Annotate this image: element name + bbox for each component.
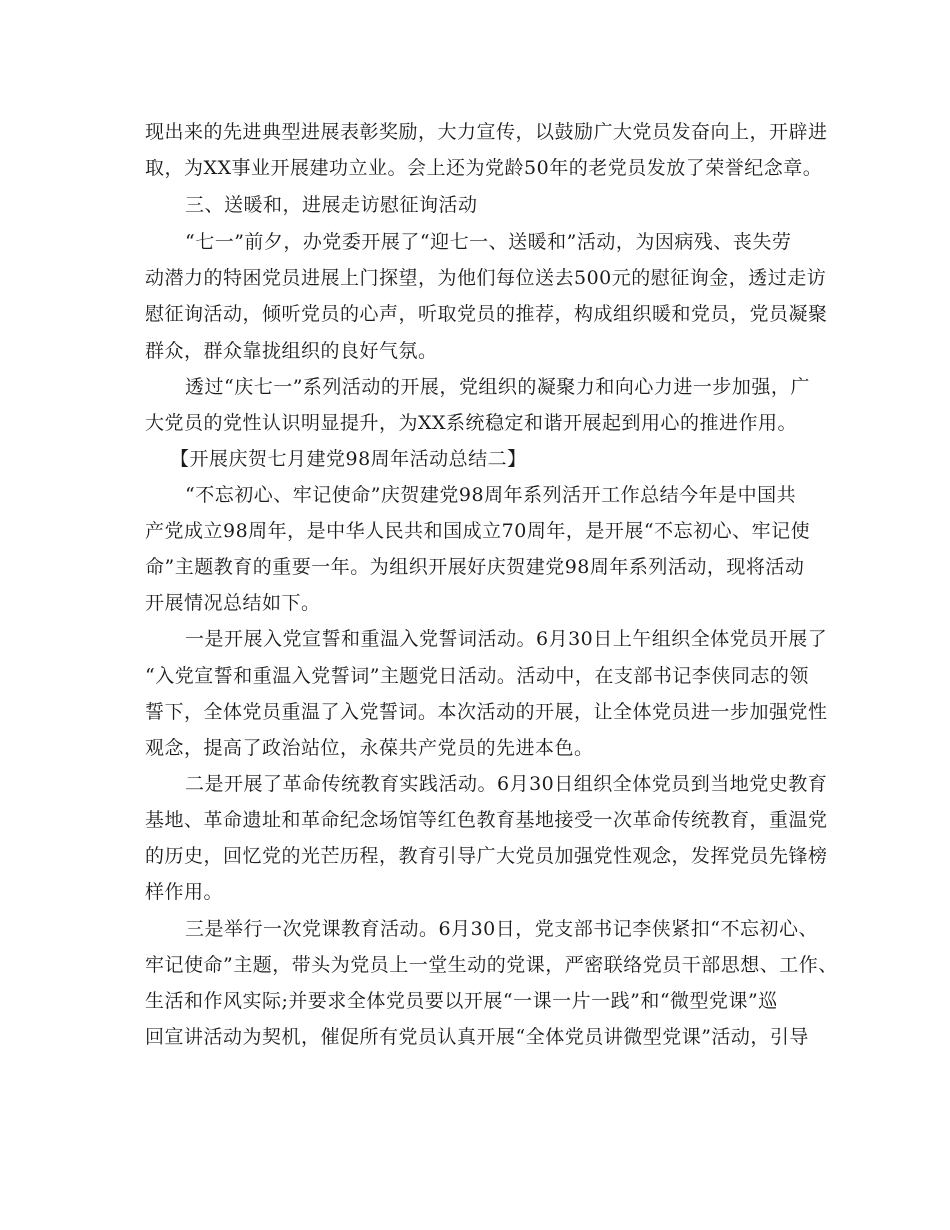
text-line: “入党宣誓和重温入党誓词”主题党日活动。活动中，在支部书记李侠同志的领	[145, 665, 809, 687]
text-line: 开展情况总结如下。	[145, 592, 321, 614]
text-line: 现出来的先进典型进展表彰奖励，大力宣传，以鼓励广大党员发奋向上，开辟进	[145, 121, 828, 143]
text-line: 基地、革命遗址和革命纪念场馆等红色教育基地接受一次革命传统教育，重温党	[145, 809, 828, 831]
section-heading: 三、送暖和，进展走访慰征询活动	[185, 194, 478, 216]
text-line: 取，为XX事业开展建功立业。会上还为党龄50年的老党员发放了荣誉纪念章。	[145, 157, 823, 179]
text-line: 命”主题教育的重要一年。为组织开展好庆贺建党98周年系列活动，现将活动	[145, 556, 805, 578]
text-line: 回宣讲活动为契机，催促所有党员认真开展“全体党员讲微型党课”活动，引导	[145, 1026, 809, 1048]
text-line: 牢记使命”主题，带头为党员上一堂生动的党课，严密联络党员干部思想、工作、	[145, 954, 838, 976]
text-line: 三是举行一次党课教育活动。6月30日，党支部书记李侠紧扣“不忘初心、	[185, 918, 818, 940]
text-line: 的历史，回忆党的光芒历程，教育引导广大党员加强党性观念，发挥党员先锋榜	[145, 845, 828, 867]
text-line: 誓下，全体党员重温了入党誓词。本次活动的开展，让全体党员进一步加强党性	[145, 701, 828, 723]
text-line: 透过“庆七一”系列活动的开展，党组织的凝聚力和向心力进一步加强，广	[185, 376, 810, 398]
text-line: “不忘初心、牢记使命”庆贺建党98周年系列活开工作总结今年是中国共	[185, 484, 797, 506]
text-line: 观念，提高了政治站位，永葆共产党员的先进本色。	[145, 737, 594, 759]
text-line: “七一”前夕，办党委开展了“迎七一、送暖和”活动，为因病残、丧失劳	[185, 231, 792, 253]
text-line: 动潜力的特困党员进展上门探望，为他们每位送去500元的慰征询金，透过走访	[145, 267, 827, 289]
text-line: 一是开展入党宣誓和重温入党誓词活动。6月30日上午组织全体党员开展了	[185, 628, 828, 650]
text-line: 群众，群众靠拢组织的良好气氛。	[145, 340, 438, 362]
text-line: 二是开展了革命传统教育实践活动。6月30日组织全体党员到当地党史教育	[185, 773, 828, 795]
text-line: 样作用。	[145, 881, 224, 903]
text-line: 慰征询活动，倾听党员的心声，听取党员的推荐，构成组织暖和党员，党员凝聚	[145, 303, 828, 325]
section-heading: 【开展庆贺七月建党98周年活动总结二】	[170, 448, 527, 470]
text-line: 产党成立98周年，是中华人民共和国成立70周年，是开展“不忘初心、牢记使	[145, 520, 811, 542]
text-line: 大党员的党性认识明显提升，为XX系统稳定和谐开展起到用心的推进作用。	[145, 412, 798, 434]
text-line: 生活和作风实际;并要求全体党员要以开展“一课一片一践”和“微型党课”巡	[145, 990, 778, 1012]
